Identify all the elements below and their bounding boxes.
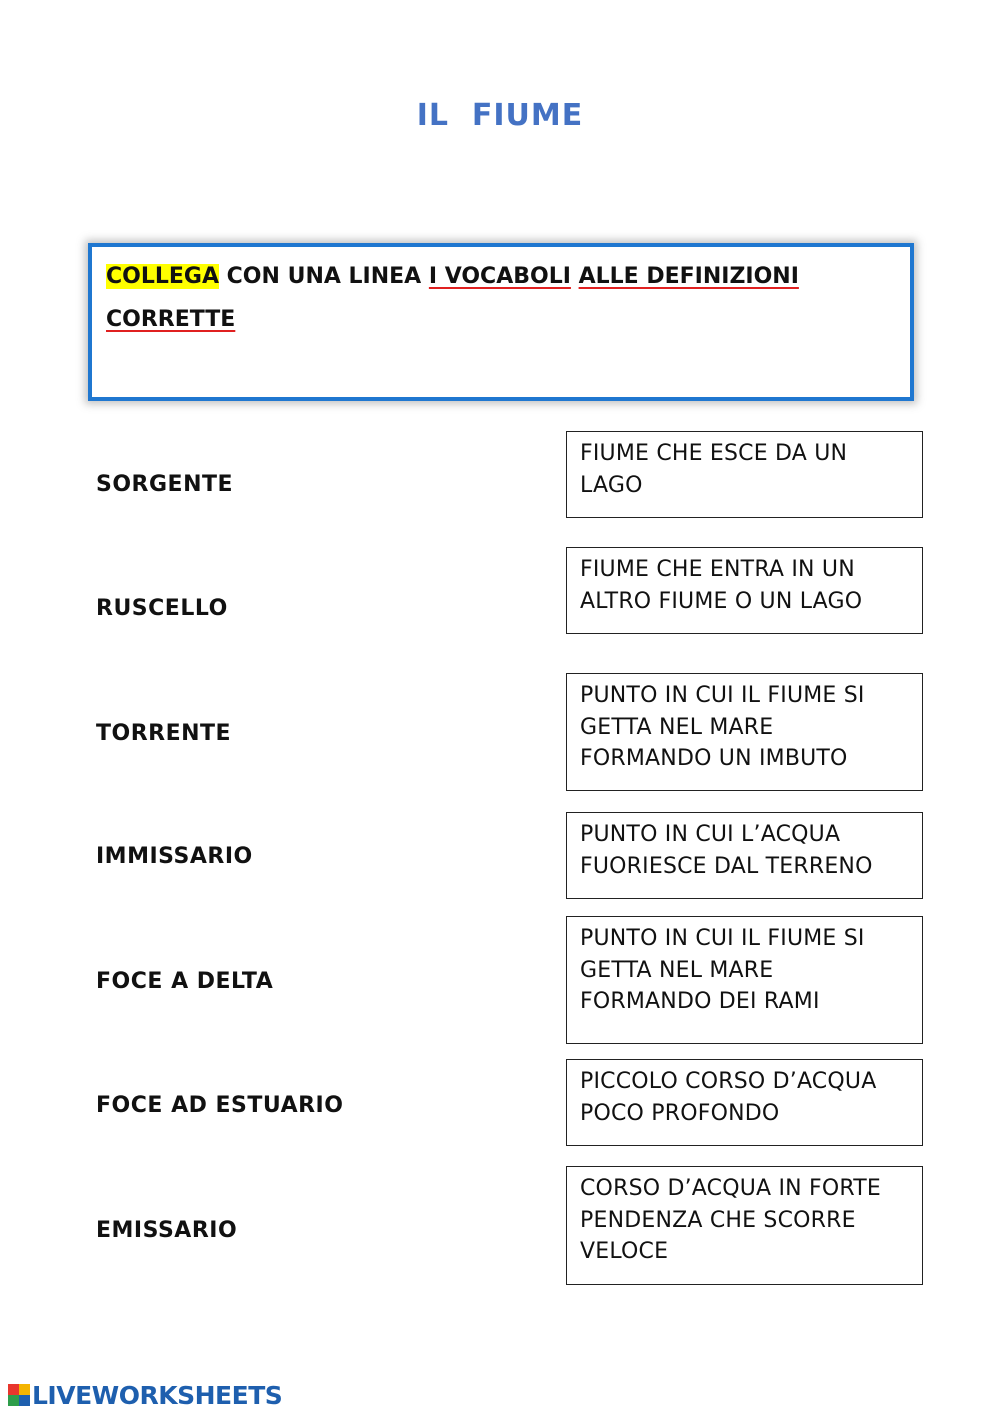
definition-box-6[interactable]: PICCOLO CORSO D’ACQUA POCO PROFONDO [566,1059,923,1146]
liveworksheets-logo-icon [8,1384,30,1406]
definition-box-3[interactable]: PUNTO IN CUI IL FIUME SI GETTA NEL MARE FORMANDO UN IMBUTO [566,673,923,791]
definition-box-4[interactable]: PUNTO IN CUI L’ACQUA FUORIESCE DAL TERRENO [566,812,923,899]
term-foce-a-delta[interactable]: FOCE A DELTA [96,969,274,994]
instruction-underlined-vocaboli: I VOCABOLI [428,264,571,289]
definition-box-7[interactable]: CORSO D’ACQUA IN FORTE PENDENZA CHE SCORRE VELOCE [566,1166,923,1285]
term-emissario[interactable]: EMISSARIO [96,1218,238,1243]
definition-box-1[interactable]: FIUME CHE ESCE DA UN LAGO [566,431,923,518]
term-sorgente[interactable]: SORGENTE [96,472,234,497]
instruction-highlight: COLLEGA [106,264,219,289]
brand-name: LIVEWORKSHEETS [32,1380,283,1410]
instruction-box [88,243,914,401]
term-immissario[interactable]: IMMISSARIO [96,844,253,869]
footer-logo [8,1380,282,1410]
instruction-underlined-definizioni: ALLE DEFINIZIONI [578,264,799,289]
term-torrente[interactable]: TORRENTE [96,721,232,746]
instruction-underlined-corrette: CORRETTE [106,307,236,332]
definition-box-2[interactable]: FIUME CHE ENTRA IN UN ALTRO FIUME O UN LAGO [566,547,923,634]
instruction-plain: CON UNA LINEA [219,264,429,289]
definition-box-5[interactable]: PUNTO IN CUI IL FIUME SI GETTA NEL MARE FORMANDO DEI RAMI [566,916,923,1044]
term-ruscello[interactable]: RUSCELLO [96,596,228,621]
instruction-text [106,255,896,341]
page-title: IL FIUME [416,98,584,133]
term-foce-ad-estuario[interactable]: FOCE AD ESTUARIO [96,1093,344,1118]
